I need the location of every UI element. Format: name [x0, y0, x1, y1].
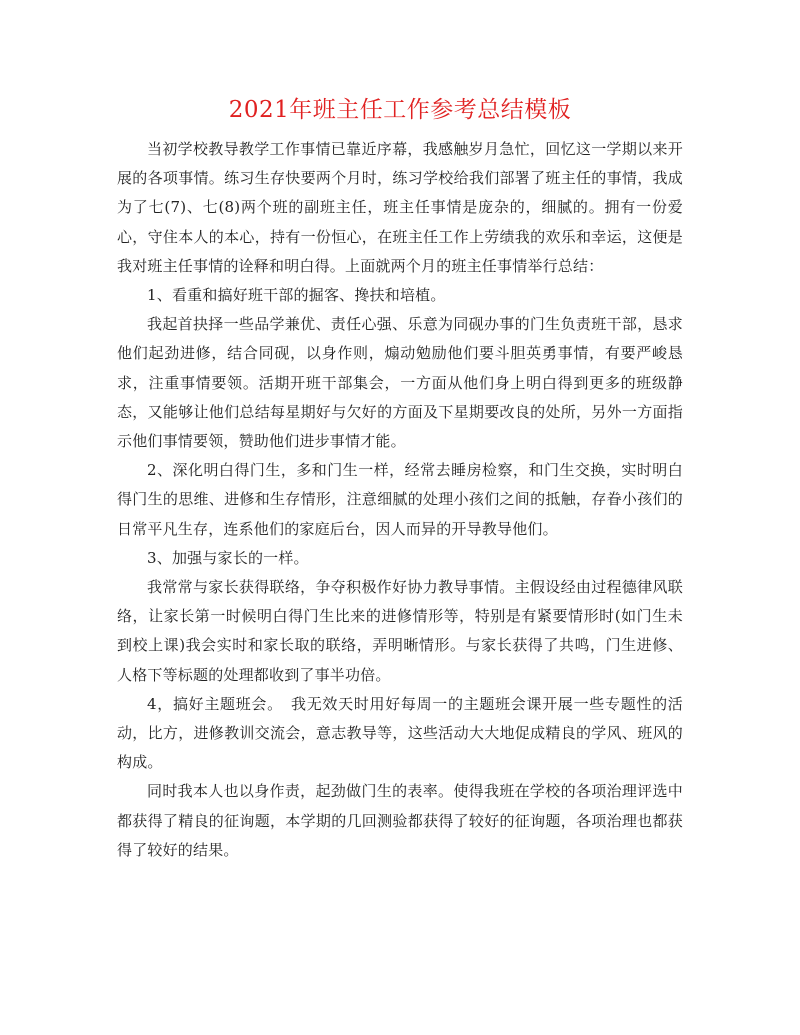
paragraph-section-2: 2、深化明白得门生，多和门生一样，经常去睡房检察，和门生交换，实时明白得门生的思维、进修和生存情形，注意细腻的处理小孩们之间的抵触，存眷小孩们的日常平凡生存，连系他们的家庭后台，因人而异的开导教导他们。	[117, 461, 683, 538]
paragraph-conclusion: 同时我本人也以身作责，起劲做门生的表率。使得我班在学校的各项治理评选中都获得了精良的征询题，本学期的几回测验都获得了较好的征询题，各项治理也都获得了较好的结果。	[117, 782, 683, 859]
paragraph-section-4: 4，搞好主题班会。 我无效天时用好每周一的主题班会课开展一些专题性的活动，比方，进修教训交流会，意志教导等，这些活动大大地促成精良的学风、班风的构成。	[117, 694, 683, 772]
paragraph-section-3-body: 我常常与家长获得联络，争夺积极作好协力教导事情。主假设经由过程德律风联络，让家长第一时候明白得门生比来的进修情形等，特别是有紧要情形时(如门生未到校上课)我会实时和家长取的联络，弄明晰情形。与家长获得了共鸣，门生进修、人格下等标题的处理都收到了事半功倍。	[117, 578, 683, 684]
document-title: 2021年班主任工作参考总结模板	[228, 97, 572, 123]
document-page	[117, 95, 683, 865]
paragraph-section-3-heading: 3、加强与家长的一样。	[147, 548, 309, 567]
paragraph-section-1-body: 我起首抉择一些品学兼优、责任心强、乐意为同砚办事的门生负责班干部，恳求他们起劲进修，结合同砚，以身作则，煽动勉励他们要斗胆英勇事情，有要严峻恳求，注重事情要领。活期开班干部集会，一方面从他们身上明白得到更多的班级静态，又能够让他们总结每星期好与欠好的方面及下星期要改良的处所，另外一方面指示他们事情要领，赞助他们进步事情才能。	[117, 315, 683, 451]
paragraph-section-1-heading: 1、看重和搞好班干部的掘客、搀扶和培植。	[147, 286, 446, 305]
paragraph-intro: 当初学校教导教学工作事情已靠近序幕，我感触岁月急忙，回忆这一学期以来开展的各项事情。练习生存快要两个月时，练习学校给我们部署了班主任的事情，我成为了七(7)、七(8)两个班的副班主任，班主任事情是庞杂的，细腻的。拥有一份爱心，守住本人的本心，持有一份恒心，在班主任工作上劳绩我的欢乐和幸运，这便是我对班主任事情的诠释和明白得。上面就两个月的班主任事情举行总结：	[117, 140, 683, 275]
